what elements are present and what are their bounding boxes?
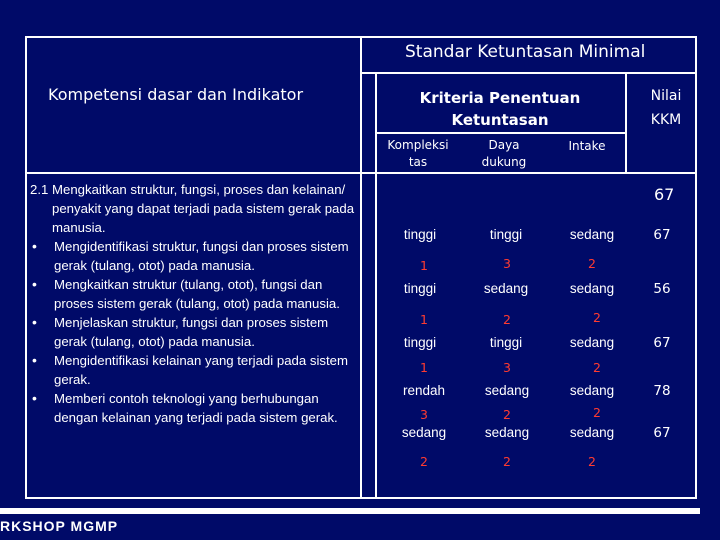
bullet-icon: •	[32, 238, 37, 254]
indicator-text: Menjelaskan struktur, fungsi dan proses sistem gerak (tulang, otot) pada manusia.	[54, 315, 329, 349]
row-0-complexity: tinggi	[403, 227, 437, 242]
sub-header-complexity-line2: tas	[408, 155, 428, 169]
bullet-icon: •	[32, 390, 37, 406]
row-1-support: sedang	[483, 281, 529, 296]
row-4-complexity: sedang	[401, 425, 447, 440]
sub-header-border	[375, 132, 625, 134]
row-2-support: tinggi	[489, 335, 523, 350]
sub-header-support-line2: dukung	[481, 155, 527, 169]
row-3-complexity-score: 3	[420, 407, 428, 422]
indicator-item	[30, 389, 360, 427]
column-divider-competency	[360, 36, 362, 499]
row-0-complexity-score: 1	[420, 258, 428, 273]
sub-header-support-line1: Daya	[488, 138, 520, 152]
row-4-support: sedang	[484, 425, 530, 440]
row-2-complexity: tinggi	[403, 335, 437, 350]
row-0-support-score: 3	[503, 256, 511, 271]
indicator-item	[30, 313, 360, 351]
row-0-support: tinggi	[489, 227, 523, 242]
row-1-complexity: tinggi	[403, 281, 437, 296]
row-2-support-score: 3	[503, 360, 511, 375]
table-right-border	[695, 36, 697, 499]
row-0-intake-score: 2	[588, 256, 596, 271]
table-left-border	[25, 36, 27, 499]
row-1-intake: sedang	[569, 281, 615, 296]
competency-cell	[30, 180, 360, 427]
row-3-support-score: 2	[503, 407, 511, 422]
sub-header-complexity-line1: Kompleksi	[387, 138, 449, 152]
overall-kkm-value: 67	[654, 185, 675, 204]
bullet-icon: •	[32, 352, 37, 368]
row-1-kkm: 56	[653, 281, 671, 297]
row-0-kkm: 67	[653, 227, 671, 243]
nilai-header-line2: KKM	[650, 112, 682, 128]
indicator-item	[30, 275, 360, 313]
page-title: Standar Ketuntasan Minimal	[405, 42, 646, 62]
row-4-support-score: 2	[503, 454, 511, 469]
row-4-kkm: 67	[653, 425, 671, 441]
row-1-intake-score: 2	[593, 310, 601, 325]
bullet-icon: •	[32, 314, 37, 330]
indicator-item	[30, 351, 360, 389]
footer-bar	[0, 508, 700, 514]
row-3-complexity: rendah	[402, 383, 446, 398]
row-4-intake-score: 2	[588, 454, 596, 469]
row-3-intake-score: 2	[593, 405, 601, 420]
sub-header-intake: Intake	[568, 139, 606, 153]
column-divider-criteria	[375, 72, 377, 499]
criteria-header-line1: Kriteria Penentuan	[419, 89, 581, 107]
row-3-kkm: 78	[653, 383, 671, 399]
row-3-support: sedang	[484, 383, 530, 398]
criteria-header-line2: Ketuntasan	[451, 111, 549, 129]
row-2-kkm: 67	[653, 335, 671, 351]
row-1-support-score: 2	[503, 312, 511, 327]
competency-main: 2.1 Mengkaitkan struktur, fungsi, proses dan kelainan/ penyakit yang dapat terjadi pada sistem gerak pada manusia.	[30, 182, 355, 235]
row-4-complexity-score: 2	[420, 454, 428, 469]
row-0-intake: sedang	[569, 227, 615, 242]
indicator-text: Mengidentifikasi struktur, fungsi dan proses sistem gerak (tulang, otot) pada manusia.	[54, 239, 349, 273]
row-2-complexity-score: 1	[420, 360, 428, 375]
indicator-text: Memberi contoh teknologi yang berhubungan dengan kelainan yang terjadi pada sistem gerak.	[54, 391, 338, 425]
title-underline	[360, 72, 695, 74]
row-2-intake-score: 2	[593, 360, 601, 375]
indicator-list	[30, 237, 360, 427]
competency-header: Kompetensi dasar dan Indikator	[48, 85, 304, 104]
indicator-text: Mengidentifikasi kelainan yang terjadi pada sistem gerak.	[54, 353, 348, 387]
indicator-text: Mengkaitkan struktur (tulang, otot), fungsi dan proses sistem gerak (tulang, otot) pada manusia.	[54, 277, 340, 311]
row-1-complexity-score: 1	[420, 312, 428, 327]
row-4-intake: sedang	[569, 425, 615, 440]
nilai-header-line1: Nilai	[650, 88, 682, 104]
bullet-icon: •	[32, 276, 37, 292]
footer-label: RKSHOP MGMP	[0, 518, 119, 534]
indicator-item	[30, 237, 360, 275]
row-3-intake: sedang	[569, 383, 615, 398]
row-2-intake: sedang	[569, 335, 615, 350]
